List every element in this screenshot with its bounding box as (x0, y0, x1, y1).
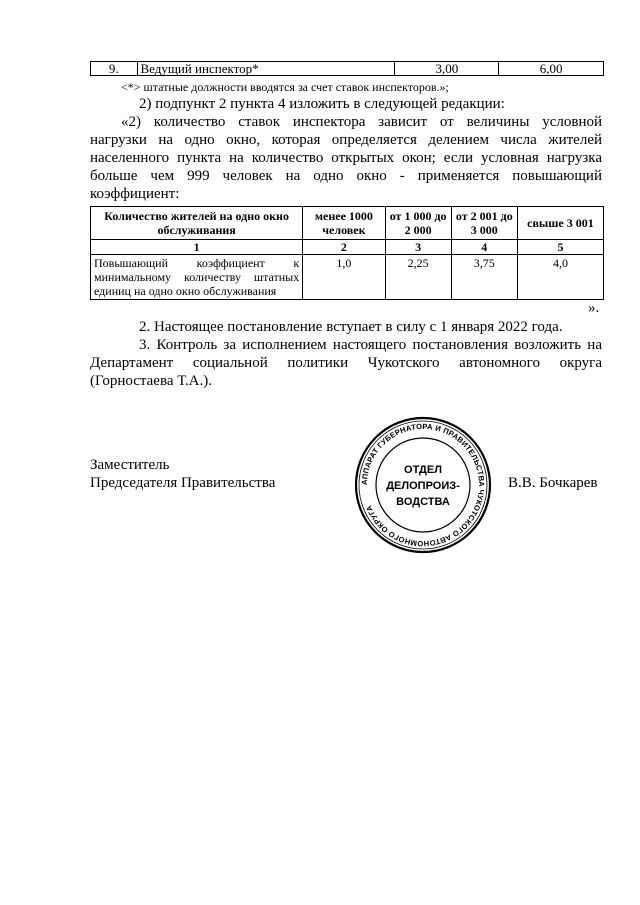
quote-line: нагрузки на одно окно, которая определяется делением числа жителей (90, 132, 602, 148)
coefficient-table (90, 206, 604, 300)
quote-line: «2) количество ставок инспектора зависит от величины условной (121, 114, 602, 130)
column-header: свыше 3 001 (517, 207, 603, 240)
closing-quote: ». (588, 300, 600, 316)
row-number: 9. (91, 62, 138, 76)
paragraph-3-line: 3. Контроль за исполнением настоящего постановления возложить на (139, 337, 602, 353)
column-header: Количество жителей на одно окно обслуживания (91, 207, 303, 240)
column-index: 3 (385, 240, 451, 255)
stamp-center-text: ДЕЛОПРОИЗ- (386, 480, 460, 492)
rate-value-1: 3,00 (395, 62, 499, 76)
paragraph-3-line: Департамент социальной политики Чукотского автономного округа (90, 355, 602, 371)
signatory-title: Заместитель (90, 457, 170, 473)
signatory-title: Председателя Правительства (90, 475, 276, 491)
quote-line: больше чем 999 человек на одно окно - применяется повышающий (90, 168, 602, 184)
column-header: менее 1000 человек (303, 207, 385, 240)
column-header: от 1 000 до 2 000 (385, 207, 451, 240)
coefficient-value: 2,25 (385, 255, 451, 300)
rate-value-2: 6,00 (499, 62, 604, 76)
table-index-row (91, 240, 604, 255)
signatory-name: В.В. Бочкарев (508, 475, 598, 491)
paragraph-3-line: (Горностаева Т.А.). (90, 373, 212, 389)
table-row (91, 62, 604, 76)
column-index: 4 (451, 240, 517, 255)
footnote: <*> штатные должности вводятся за счет ставок инспекторов.»; (121, 80, 449, 94)
staff-table (90, 61, 604, 76)
table-header-row (91, 207, 604, 240)
table-row (91, 255, 604, 300)
column-header: от 2 001 до 3 000 (451, 207, 517, 240)
coefficient-value: 4,0 (517, 255, 603, 300)
stamp-center-text: ОТДЕЛ (404, 464, 442, 476)
position-name: Ведущий инспектор* (137, 62, 395, 76)
column-index: 5 (517, 240, 603, 255)
column-index: 1 (91, 240, 303, 255)
paragraph-2: 2. Настоящее постановление вступает в силу с 1 января 2022 года. (139, 319, 563, 335)
item2-intro: 2) подпункт 2 пункта 4 изложить в следующей редакции: (139, 96, 505, 112)
column-index: 2 (303, 240, 385, 255)
stamp-center-text: ВОДСТВА (396, 496, 450, 508)
row-label: Повышающий коэффициент к минимальному количеству штатных единиц на одно окно обслуживания (91, 255, 303, 300)
quote-line: населенного пункта на количество открытых окон; если условная нагрузка (90, 150, 602, 166)
stamp-ring-text: АППАРАТ ГУБЕРНАТОРА И ПРАВИТЕЛЬСТВА ЧУКОТСКОГО АВТОНОМНОГО ОКРУГА (359, 421, 487, 549)
stamp-seal (353, 415, 493, 555)
coefficient-value: 1,0 (303, 255, 385, 300)
coefficient-value: 3,75 (451, 255, 517, 300)
quote-line: коэффициент: (90, 186, 180, 202)
